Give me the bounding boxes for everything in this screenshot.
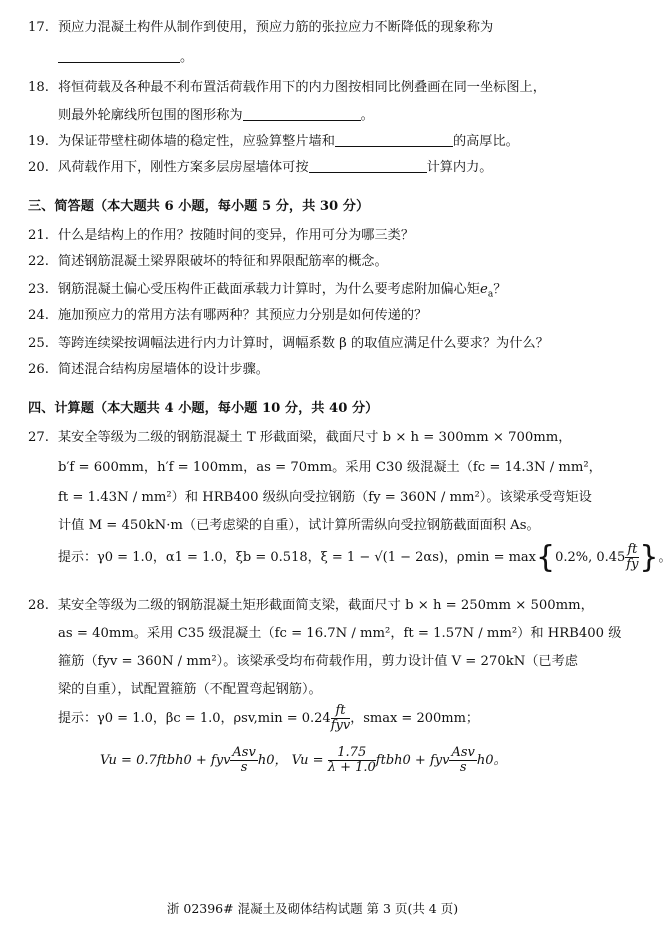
question-18: 18. 将恒荷载及各种最不利布置活荷载作用下的内力图按相同比例叠画在同一坐标图上，	[28, 80, 546, 95]
page-footer: 浙 02396# 混凝土及砌体结构试题 第 3 页(共 4 页)	[166, 901, 459, 916]
answer-blank[interactable]	[309, 158, 427, 173]
question-28: 28. 某安全等级为二级的钢筋混凝土矩形截面简支梁，截面尺寸 b × h = 250mm × 500mm，	[28, 598, 594, 613]
answer-blank[interactable]	[335, 132, 453, 147]
question-21: 21. 什么是结构上的作用？按随时间的变异，作用可分为哪三类？	[28, 228, 415, 243]
question-27: 27. 某安全等级为二级的钢筋混凝土 T 形截面梁，截面尺寸 b × h = 300mm × 700mm，	[28, 430, 572, 445]
question-27-line4: 计值 M = 450kN·m（已考虑梁的自重），试计算所需纵向受拉钢筋截面面积 As。	[58, 518, 540, 533]
question-25: 25. 等跨连续梁按调幅法进行内力计算时，调幅系数 β 的取值应满足什么要求？为什么？	[28, 336, 549, 351]
question-24: 24. 施加预应力的常用方法有哪两种？其预应力分别是如何传递的？	[28, 308, 428, 323]
question-19: 19. 为保证带壁柱砌体墙的稳定性，应验算整片墙和 的高厚比。	[28, 134, 519, 149]
question-26: 26. 简述混合结构房屋墙体的设计步骤。	[28, 362, 269, 377]
question-17: 17. 预应力混凝土构件从制作到使用，预应力筋的张拉应力不断降低的现象称为	[28, 20, 494, 35]
question-27-line2: b′f = 600mm，h′f = 100mm，as = 70mm。采用 C30 级混凝土（fc = 14.3N / mm²，	[58, 460, 602, 475]
fraction: $\frac{\text{Asv}}{s}$	[232, 745, 256, 775]
question-18-line2: 则最外轮廓线所包围的图形称为 。	[58, 108, 374, 123]
answer-blank[interactable]	[58, 48, 180, 63]
fraction: $\frac{1.75}{\lambda + 1.0}$	[327, 745, 376, 775]
section-3-heading: 三、简答题（本大题共 6 小题，每小题 5 分，共 30 分）	[28, 199, 370, 214]
question-20: 20. 风荷载作用下，刚性方案多层房屋墙体可按 计算内力。	[28, 160, 493, 175]
question-28-hint: 提示：γ0 = 1.0，βc = 1.0，ρsv,min = 0.24 $\frac{ft}{\text{fyv}}$ ，smax = 200mm；	[58, 703, 479, 733]
fraction: $\frac{ft}{fy}$	[626, 542, 639, 572]
question-27-line3: ft = 1.43N / mm²）和 HRB400 级纵向受拉钢筋（fy = 360N / mm²）。该梁承受弯矩设	[58, 490, 592, 505]
fraction: $\frac{\text{Asv}}{s}$	[451, 745, 475, 775]
question-22: 22. 简述钢筋混凝土梁界限破坏的特征和界限配筋率的概念。	[28, 254, 388, 269]
fraction: $\frac{ft}{\text{fyv}}$	[330, 703, 351, 733]
question-28-formulas: Vu = 0.7ftbh0 + fyv $\frac{\text{Asv}}{s}$ h0， Vu = $\frac{1.75}{\lambda + 1.0}$ ftbh0 + fyv $\frac{\text{Asv}}{s}$ h0。	[100, 745, 507, 775]
question-28-line3: 箍筋（fyv = 360N / mm²）。该梁承受均布荷载作用，剪力设计值 V = 270kN（已考虑	[58, 654, 578, 669]
question-28-line4: 梁的自重），试配置箍筋（不配置弯起钢筋）。	[58, 682, 322, 697]
section-4-heading: 四、计算题（本大题共 4 小题，每小题 10 分，共 40 分）	[28, 401, 379, 416]
question-28-line2: as = 40mm。采用 C35 级混凝土（fc = 16.7N / mm²，ft = 1.57N / mm²）和 HRB400 级	[58, 626, 622, 641]
question-23: 23. 钢筋混凝土偏心受压构件正截面承载力计算时，为什么要考虑附加偏心矩$e_a$？	[28, 282, 507, 300]
question-27-hint: 提示：γ0 = 1.0，α1 = 1.0，ξb = 0.518，ξ = 1 − √(1 − 2αs)，ρmin = max{0.2%, 0.45 $\frac{ft}{fy}$ }。	[58, 540, 672, 575]
question-17-line2: 。	[28, 44, 643, 72]
answer-blank[interactable]	[243, 106, 361, 121]
